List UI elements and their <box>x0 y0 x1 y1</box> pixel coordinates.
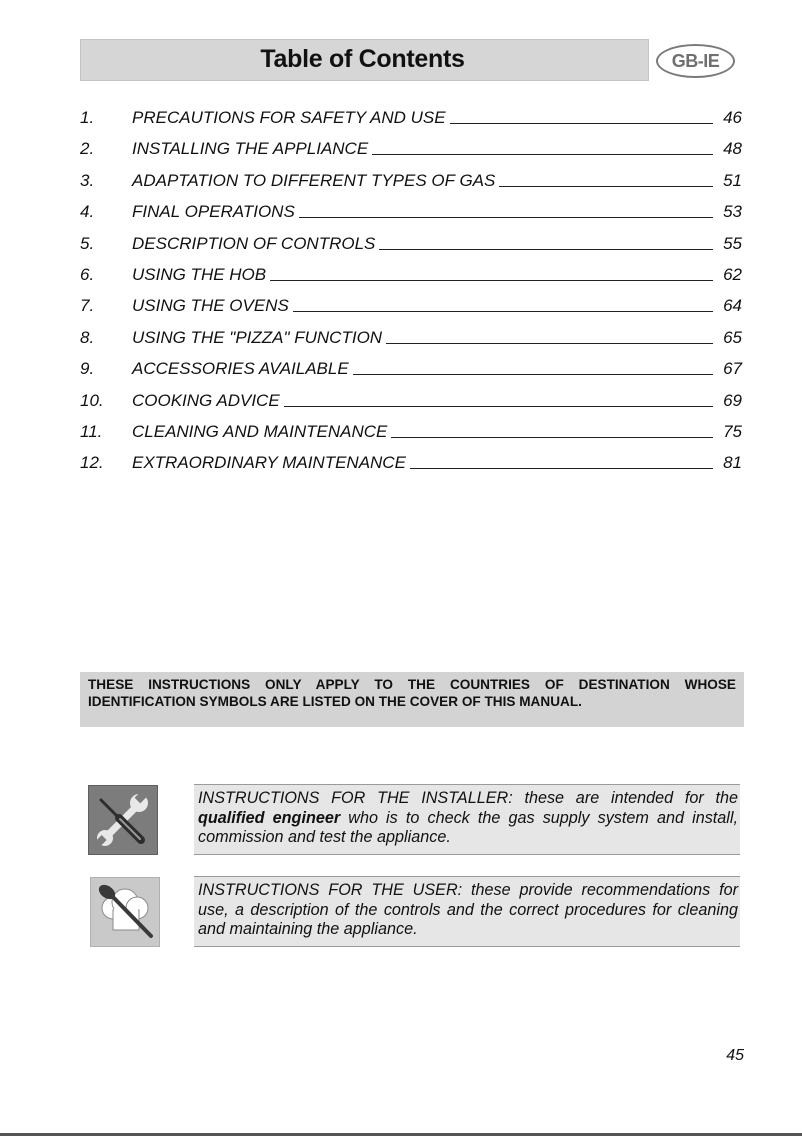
toc-entry-number: 4. <box>80 202 95 222</box>
screwdriver-wrench-icon <box>88 785 158 855</box>
country-code-badge: GB-IE <box>656 44 735 78</box>
toc-leader-line <box>270 280 713 281</box>
toc-entry-title: USING THE "PIZZA" FUNCTION <box>132 327 383 347</box>
toc-entry[interactable] <box>80 108 742 139</box>
table-of-contents <box>80 108 742 485</box>
installer-text-rest: who is to check the gas supply system and install, commission and test the appliance. <box>198 808 738 847</box>
toc-leader-line <box>379 249 713 250</box>
toc-entry-page: 75 <box>723 421 742 441</box>
toc-entry-title: EXTRAORDINARY MAINTENANCE <box>132 453 406 473</box>
toc-entry-number: 8. <box>80 327 95 347</box>
toc-entry-number: 5. <box>80 233 95 253</box>
toc-entry[interactable] <box>80 171 742 202</box>
toc-leader-line <box>353 374 713 375</box>
toc-entry[interactable] <box>80 453 742 484</box>
toc-entry-title: PRECAUTIONS FOR SAFETY AND USE <box>132 108 446 127</box>
title-banner <box>80 39 649 81</box>
toc-entry-title: COOKING ADVICE <box>132 390 280 410</box>
toc-leader-line <box>450 123 713 124</box>
installer-text-lead: INSTRUCTIONS FOR THE INSTALLER: these are intended for the <box>198 789 738 807</box>
user-instructions: INSTRUCTIONS FOR THE USER: these provide recommendations for use, a description of the controls and the correct procedures for cleaning and maintaining the appliance. <box>194 876 740 947</box>
toc-entry-number: 3. <box>80 170 95 190</box>
toc-entry-page: 55 <box>723 233 742 253</box>
page-number: 45 <box>726 1047 744 1064</box>
installer-instructions <box>194 784 740 855</box>
toc-entry[interactable] <box>80 234 742 265</box>
toc-entry-page: 53 <box>723 202 742 222</box>
toc-entry-number: 2. <box>80 139 95 159</box>
toc-entry-title: USING THE OVENS <box>132 296 289 316</box>
toc-entry-page: 48 <box>723 139 742 159</box>
toc-entry-page: 51 <box>723 170 742 190</box>
toc-entry-number: 1. <box>80 108 95 127</box>
toc-entry-page: 62 <box>723 264 742 284</box>
toc-entry[interactable] <box>80 328 742 359</box>
toc-entry[interactable] <box>80 265 742 296</box>
toc-entry-title: USING THE HOB <box>132 264 267 284</box>
toc-entry[interactable] <box>80 391 742 422</box>
toc-entry[interactable] <box>80 296 742 327</box>
toc-leader-line <box>499 186 713 187</box>
toc-entry-number: 11. <box>80 421 103 441</box>
installer-text-emphasis: qualified engineer <box>198 808 341 827</box>
toc-leader-line <box>386 343 713 344</box>
toc-entry-title: DESCRIPTION OF CONTROLS <box>132 233 376 253</box>
toc-entry-number: 9. <box>80 359 95 379</box>
toc-entry[interactable] <box>80 422 742 453</box>
toc-entry-number: 10. <box>80 390 104 410</box>
chef-hat-spoon-icon <box>90 877 160 947</box>
toc-leader-line <box>410 468 713 469</box>
toc-entry-page: 65 <box>723 327 742 347</box>
toc-entry-title: CLEANING AND MAINTENANCE <box>132 421 388 441</box>
toc-entry-title: ADAPTATION TO DIFFERENT TYPES OF GAS <box>132 170 496 190</box>
toc-entry-page: 69 <box>723 390 742 410</box>
toc-entry-number: 12. <box>80 453 104 473</box>
destination-country-notice: THESE INSTRUCTIONS ONLY APPLY TO THE COUNTRIES OF DESTINATION WHOSE IDENTIFICATION SYMBOLS ARE LISTED ON THE COVER OF THIS MANUAL. <box>80 672 744 727</box>
toc-leader-line <box>299 217 713 218</box>
toc-leader-line <box>372 154 713 155</box>
toc-entry-number: 7. <box>80 296 95 316</box>
toc-entry-page: 64 <box>723 296 742 316</box>
toc-entry[interactable] <box>80 139 742 170</box>
toc-entry-title: INSTALLING THE APPLIANCE <box>132 139 369 159</box>
toc-entry[interactable] <box>80 359 742 390</box>
toc-leader-line <box>284 406 713 407</box>
toc-entry-page: 67 <box>723 359 742 379</box>
toc-leader-line <box>391 437 713 438</box>
toc-entry-number: 6. <box>80 264 95 284</box>
toc-entry-title: ACCESSORIES AVAILABLE <box>132 359 349 379</box>
toc-entry-page: 46 <box>723 108 742 127</box>
toc-leader-line <box>293 311 713 312</box>
toc-entry-title: FINAL OPERATIONS <box>132 202 295 222</box>
page-title: Table of Contents <box>260 44 465 73</box>
toc-entry[interactable] <box>80 202 742 233</box>
toc-entry-page: 81 <box>723 453 742 473</box>
